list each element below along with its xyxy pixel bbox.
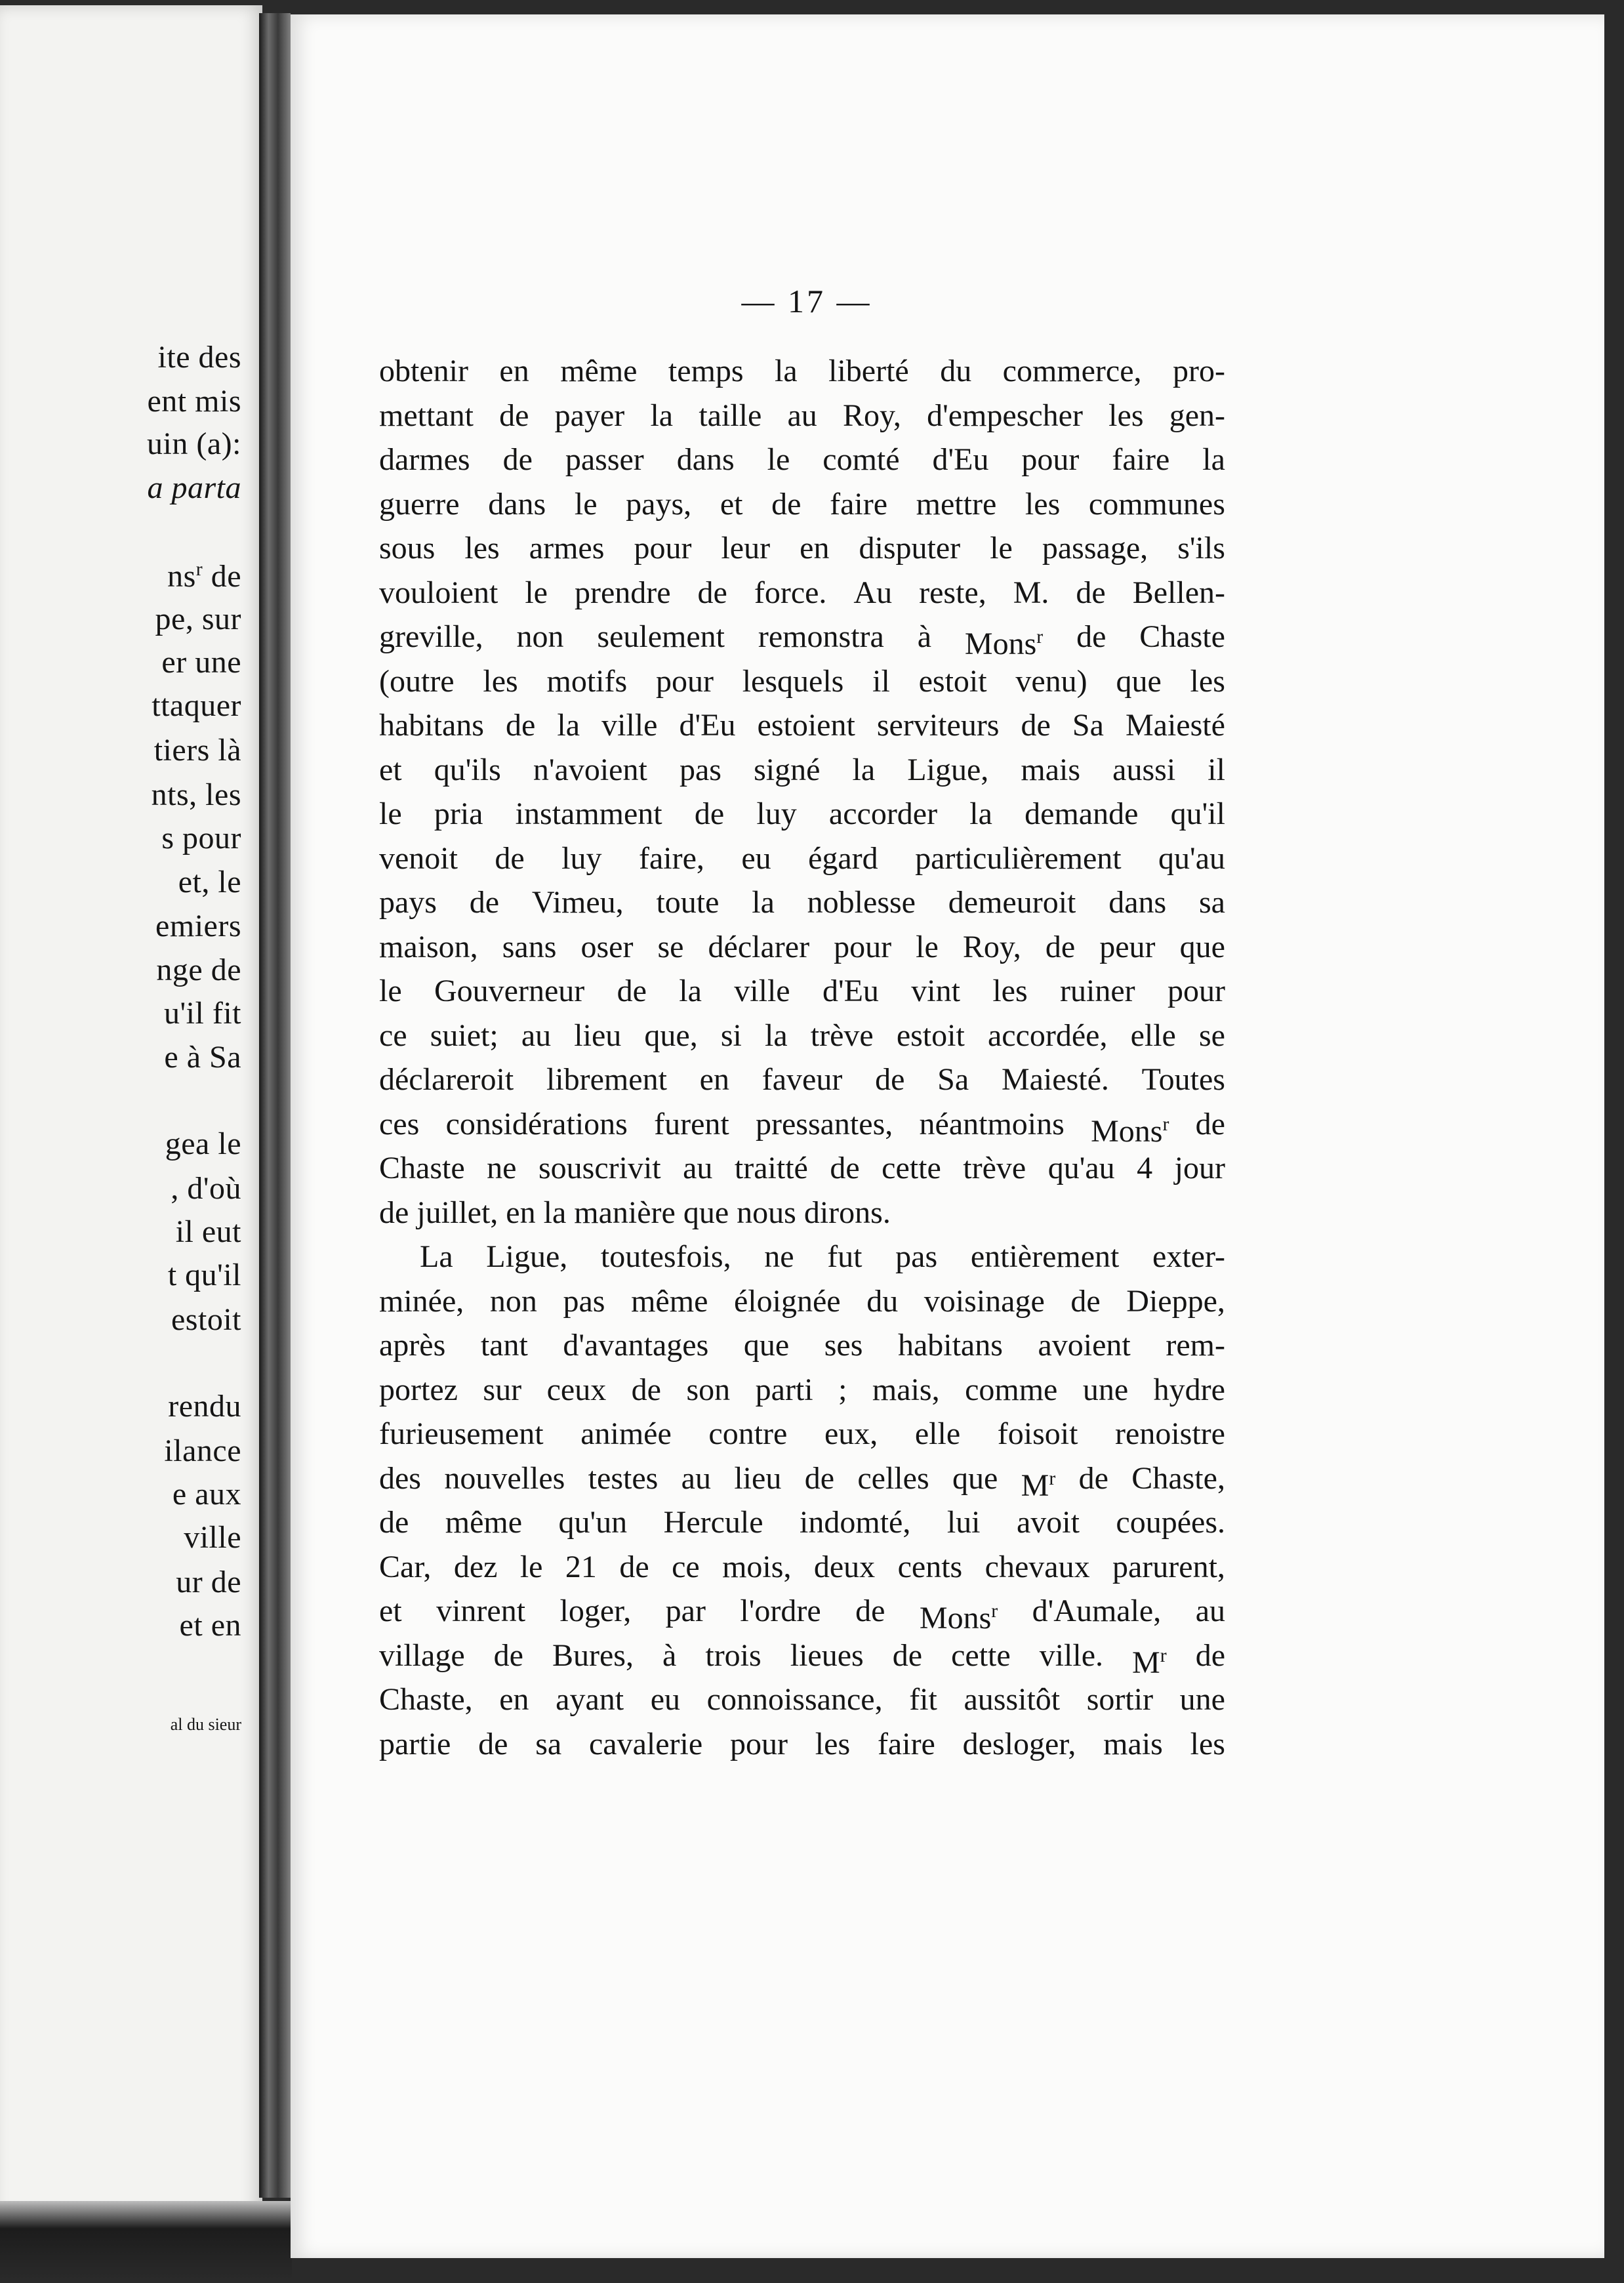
text-line: Car, dez le 21 de ce mois, deux cents chevaux parurent, xyxy=(379,1549,1225,1584)
text-line: et vinrent loger, par l'ordre de Mons$^r$ d'Aumale, au xyxy=(379,1594,1225,1635)
left-text-fragment: estoit xyxy=(171,1302,241,1337)
book-spine-shadow xyxy=(259,13,291,2198)
text-line: (outre les motifs pour lesquels il estoit venu) que les xyxy=(379,663,1225,699)
left-text-fragment: emiers xyxy=(155,909,241,943)
left-text-fragment: nts, les xyxy=(151,777,241,812)
left-text-fragment: tiers là xyxy=(153,733,241,768)
left-text-fragment: er une xyxy=(161,645,241,680)
text-line: ce suiet; au lieu que, si la trève estoit accordée, elle se xyxy=(379,1018,1225,1053)
text-line: et qu'ils n'avoient pas signé la Ligue, mais aussi il xyxy=(379,752,1225,787)
left-text-fragment: $ns^r$ de xyxy=(167,558,241,594)
left-page xyxy=(0,5,262,2275)
left-text-fragment: e à Sa xyxy=(164,1040,241,1075)
page-number: — 17 — xyxy=(741,283,872,319)
text-line: le Gouverneur de la ville d'Eu vint les ruiner pour xyxy=(379,974,1225,1008)
left-text-fragment: t qu'il xyxy=(167,1258,241,1292)
left-text-fragment: pe, sur xyxy=(155,602,241,636)
left-text-fragment: , d'où xyxy=(171,1171,241,1206)
text-line: le pria instamment de luy accorder la demande qu'il xyxy=(379,796,1225,831)
left-text-fragment: rendu xyxy=(168,1389,241,1424)
left-text-fragment: ilance xyxy=(164,1433,241,1468)
book-spine-base xyxy=(0,2201,292,2280)
left-text-fragment: et, le xyxy=(178,865,241,899)
left-text-fragment: s pour xyxy=(161,821,241,855)
left-text-fragment: et en xyxy=(179,1608,241,1643)
text-line: obtenir en même temps la liberté du commerce, pro- xyxy=(379,354,1225,388)
text-line: greville, non seulement remonstra à Mons$^r$ de Chaste xyxy=(379,619,1225,661)
left-page-footnote: al du sieur xyxy=(170,1715,241,1734)
text-line: partie de sa cavalerie pour les faire desloger, mais les xyxy=(379,1726,1225,1761)
text-line: guerre dans le pays, et de faire mettre les communes xyxy=(379,486,1225,522)
left-text-fragment: e aux xyxy=(172,1477,241,1512)
text-line: sous les armes pour leur en disputer le passage, s'ils xyxy=(379,531,1225,566)
left-text-fragment: ite des xyxy=(157,340,241,375)
text-line: La Ligue, toutesfois, ne fut pas entièrement exter- xyxy=(420,1239,1225,1274)
text-line: village de Bures, à trois lieues de cette ville. $M^r$ de xyxy=(379,1637,1225,1680)
text-line: mettant de payer la taille au Roy, d'empescher les gen- xyxy=(379,398,1225,433)
left-text-fragment: ttaquer xyxy=(152,688,241,723)
left-text-fragment: ur de xyxy=(176,1565,241,1599)
text-line: de même qu'un Hercule indomté, lui avoit coupées. xyxy=(379,1505,1225,1540)
text-line: darmes de passer dans le comté d'Eu pour faire la xyxy=(379,442,1225,477)
left-text-fragment: nge de xyxy=(156,953,241,987)
text-line: de juillet, en la manière que nous dirons. xyxy=(379,1195,891,1230)
text-line: habitans de la ville d'Eu estoient serviteurs de Sa Maiesté xyxy=(379,708,1225,743)
text-line: déclareroit librement en faveur de Sa Maiesté. Toutes xyxy=(379,1062,1225,1097)
text-line: furieusement animée contre eux, elle foisoit renoistre xyxy=(379,1416,1225,1451)
text-line: portez sur ceux de son parti ; mais, comme une hydre xyxy=(379,1372,1225,1407)
text-line: vouloient le prendre de force. Au reste, M. de Bellen- xyxy=(379,575,1225,610)
left-text-fragment: uin (a): xyxy=(147,426,241,461)
left-text-fragment: il eut xyxy=(175,1214,241,1249)
text-line: Chaste ne souscrivit au traitté de cette trève qu'au 4 jour xyxy=(379,1151,1225,1185)
text-line: après tant d'avantages que ses habitans avoient rem- xyxy=(379,1328,1225,1363)
left-text-fragment: a parta xyxy=(147,470,241,505)
left-text-fragment: ent mis xyxy=(147,384,241,419)
text-line: Chaste, en ayant eu connoissance, fit aussitôt sortir une xyxy=(379,1682,1225,1717)
text-line: pays de Vimeu, toute la noblesse demeuroit dans sa xyxy=(379,885,1225,920)
body-text xyxy=(379,349,1225,1766)
text-line: ces considérations furent pressantes, néantmoins Mons$^r$ de xyxy=(379,1106,1225,1149)
text-line: maison, sans oser se déclarer pour le Roy, de peur que xyxy=(379,929,1225,964)
text-line: des nouvelles testes au lieu de celles que $M^r$ de Chaste, xyxy=(379,1460,1225,1503)
text-line: minée, non pas même éloignée du voisinage de Dieppe, xyxy=(379,1283,1225,1319)
text-line: venoit de luy faire, eu égard particulièrement qu'au xyxy=(379,840,1225,876)
left-text-fragment: ville xyxy=(184,1520,241,1555)
left-text-fragment: gea le xyxy=(165,1126,241,1161)
left-text-fragment: u'il fit xyxy=(164,996,241,1031)
